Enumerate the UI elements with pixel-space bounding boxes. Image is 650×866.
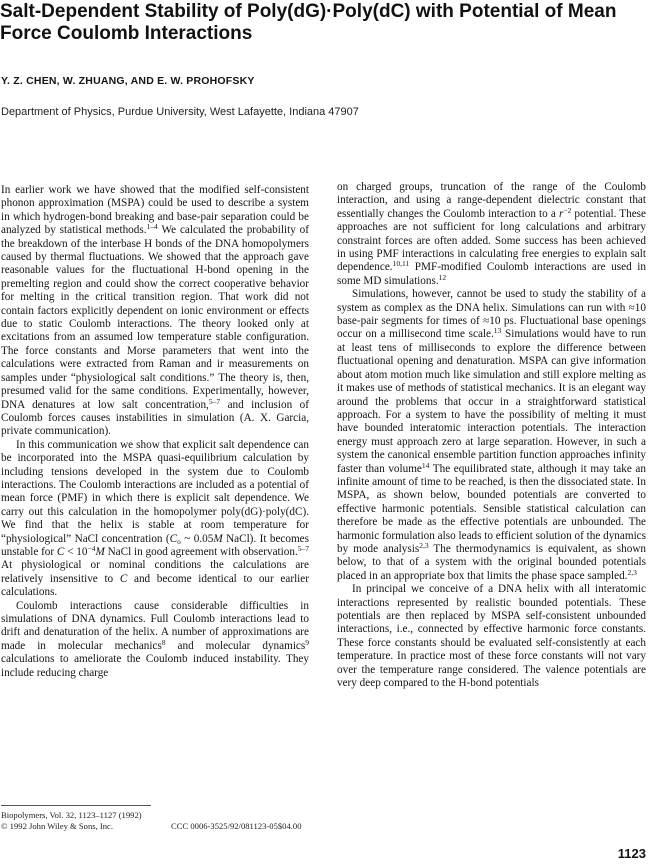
paragraph: In principal we conceive of a DNA helix with all interatomic interactions represented by realistic bounded potentials. These potentials are then replaced by MSPA self-consistent unbounded interactions, i.e., connected by effective harmonic force constants. These force constants should be evaluated self-consistently at each temperature. In practice most of these force constants will not vary over the temperature range considered. The valence potentials are very deep compared to the H-bond potentials [337,583,646,690]
left-column [1,184,309,680]
paragraph: In earlier work we have showed that the modified self-consistent phonon approximation (MSPA) could be used to describe a system in which hydrogen-bond breaking and base-pair separation could be analyzed by statistical methods.$^{1-4}$ We calculated the probability of the breakdown of the interbase H bonds of the DNA homopolymers caused by thermal fluctuations. We showed that the approach gave reasonable values for the fluctuational H-bond opening in the premelting region and could show the correct cooperative behavior for melting in the critical transition region. That work did not contain factors explicitly dependent on ionic environment or effects due to static Coulomb interactions. The theory looked only at excitations from an assumed low temperature stable configuration. The force constants and Morse parameters that went into the calculations were extracted from Raman and ir measurements on samples under “physiological salt conditions.” The theory is, then, presumed valid for the same conditions. Experimentally, however, DNA denatures at low salt concentration,$^{5-7}$ and inclusion of Coulomb forces causes instabilities in simulation (A. X. Garcia, private communication). [1,184,309,438]
paragraph: Simulations, however, cannot be used to study the stability of a system as complex as the DNA helix. Simulations can run with ≈10 base-pair segments for times of ≈10 ps. Fluctuational base openings occur on a millisecond time scale.$^{13}$ Simulations would have to run at least tens of milliseconds to explore the difference between fluctuational opening and denaturation. MSPA can give information about atom motion much like simulation and still explore melting as it makes use of methods of statistical mechanics. It is an elegant way around the problems that occur in a straightforward statistical approach. For a system to have the possibility of melting it must have bounded interatomic interaction potentials. The interaction energy must approach zero at large separation. However, in such a system the canonical ensemble partition function approaches infinity faster than volume$^{14}$ The equilibrated state, although it may take an infinite amount of time to be reached, is then the dissociated state. In MSPA, as shown below, bounded potentials are converted to effective harmonic potentials. Sensible statistical calculation can therefore be made as the effective potentials are unbounded. The harmonic formulation also leads to efficient solution of the dynamics by mode analysis$^{2,3}$ The thermodynamics is equivalent, as shown below, to that of a system with the original bounded potentials placed in an appropriate box that limits the phase space sampled.$^{2,3}$ [337,288,646,582]
journal-citation: Biopolymers, Vol. 32, 1123–1127 (1992) [1,810,142,820]
paragraph: In this communication we show that explicit salt dependence can be incorporated into the MSPA quasi-equilibrium calculation by including tensions developed in the system due to Coulomb interactions. The Coulomb interactions are included as a potential of mean force (PMF) in which there is explicit salt dependence. We carry out this calculation in the homopolymer poly(dG)·poly(dC). We find that the helix is stable at room temperature for “physiological” NaCl concentration ($C_o$ ~ 0.05M NaCl). It becomes unstable for $C < 10^{-4}M$ NaCl in good agreement with observation.$^{5-7}$ At physiological or nominal conditions the calculations are relatively insensitive to C and become identical to our earlier calculations. [1,438,309,599]
paragraph: Coulomb interactions cause considerable difficulties in simulations of DNA dynamics. Full Coulomb interactions lead to drift and denaturation of the helix. A number of approximations are made in molecular mechanics$^8$ and molecular dynamics$^9$ calculations to ameliorate the Coulomb induced instability. They include reducing charge [1,599,309,679]
article-title [0,1,646,45]
right-column [337,181,646,690]
ccc-code: CCC 0006-3525/92/081123-05$04.00 [171,821,302,831]
copyright-text: © 1992 John Wiley & Sons, Inc. [1,821,114,831]
footer [1,810,311,832]
page-number: 1123 [617,846,646,861]
title-line-1: Salt-Dependent Stability of Poly(dG)·Poly(dC) with Potential of Mean [0,1,617,22]
author-list: Y. Z. CHEN, W. ZHUANG, AND E. W. PROHOFSKY [1,75,255,87]
copyright-line [1,821,311,832]
title-line-2: Force Coulomb Interactions [0,23,253,44]
paragraph: on charged groups, truncation of the range of the Coulomb interaction, and using a range-dependent dielectric constant that essentially changes the Coulomb interaction to a $r^{-2}$ potential. These approaches are not sufficient for long calculations and arbitrary constraint forces are often added. Some success has been achieved in using PMF interactions in calculating free energies to explain salt dependence.$^{10,11}$ PMF-modified Coulomb interactions are used in some MD simulations.$^{12}$ [337,181,646,287]
footer-divider [1,805,151,806]
affiliation: Department of Physics, Purdue University, West Lafayette, Indiana 47907 [1,106,359,118]
